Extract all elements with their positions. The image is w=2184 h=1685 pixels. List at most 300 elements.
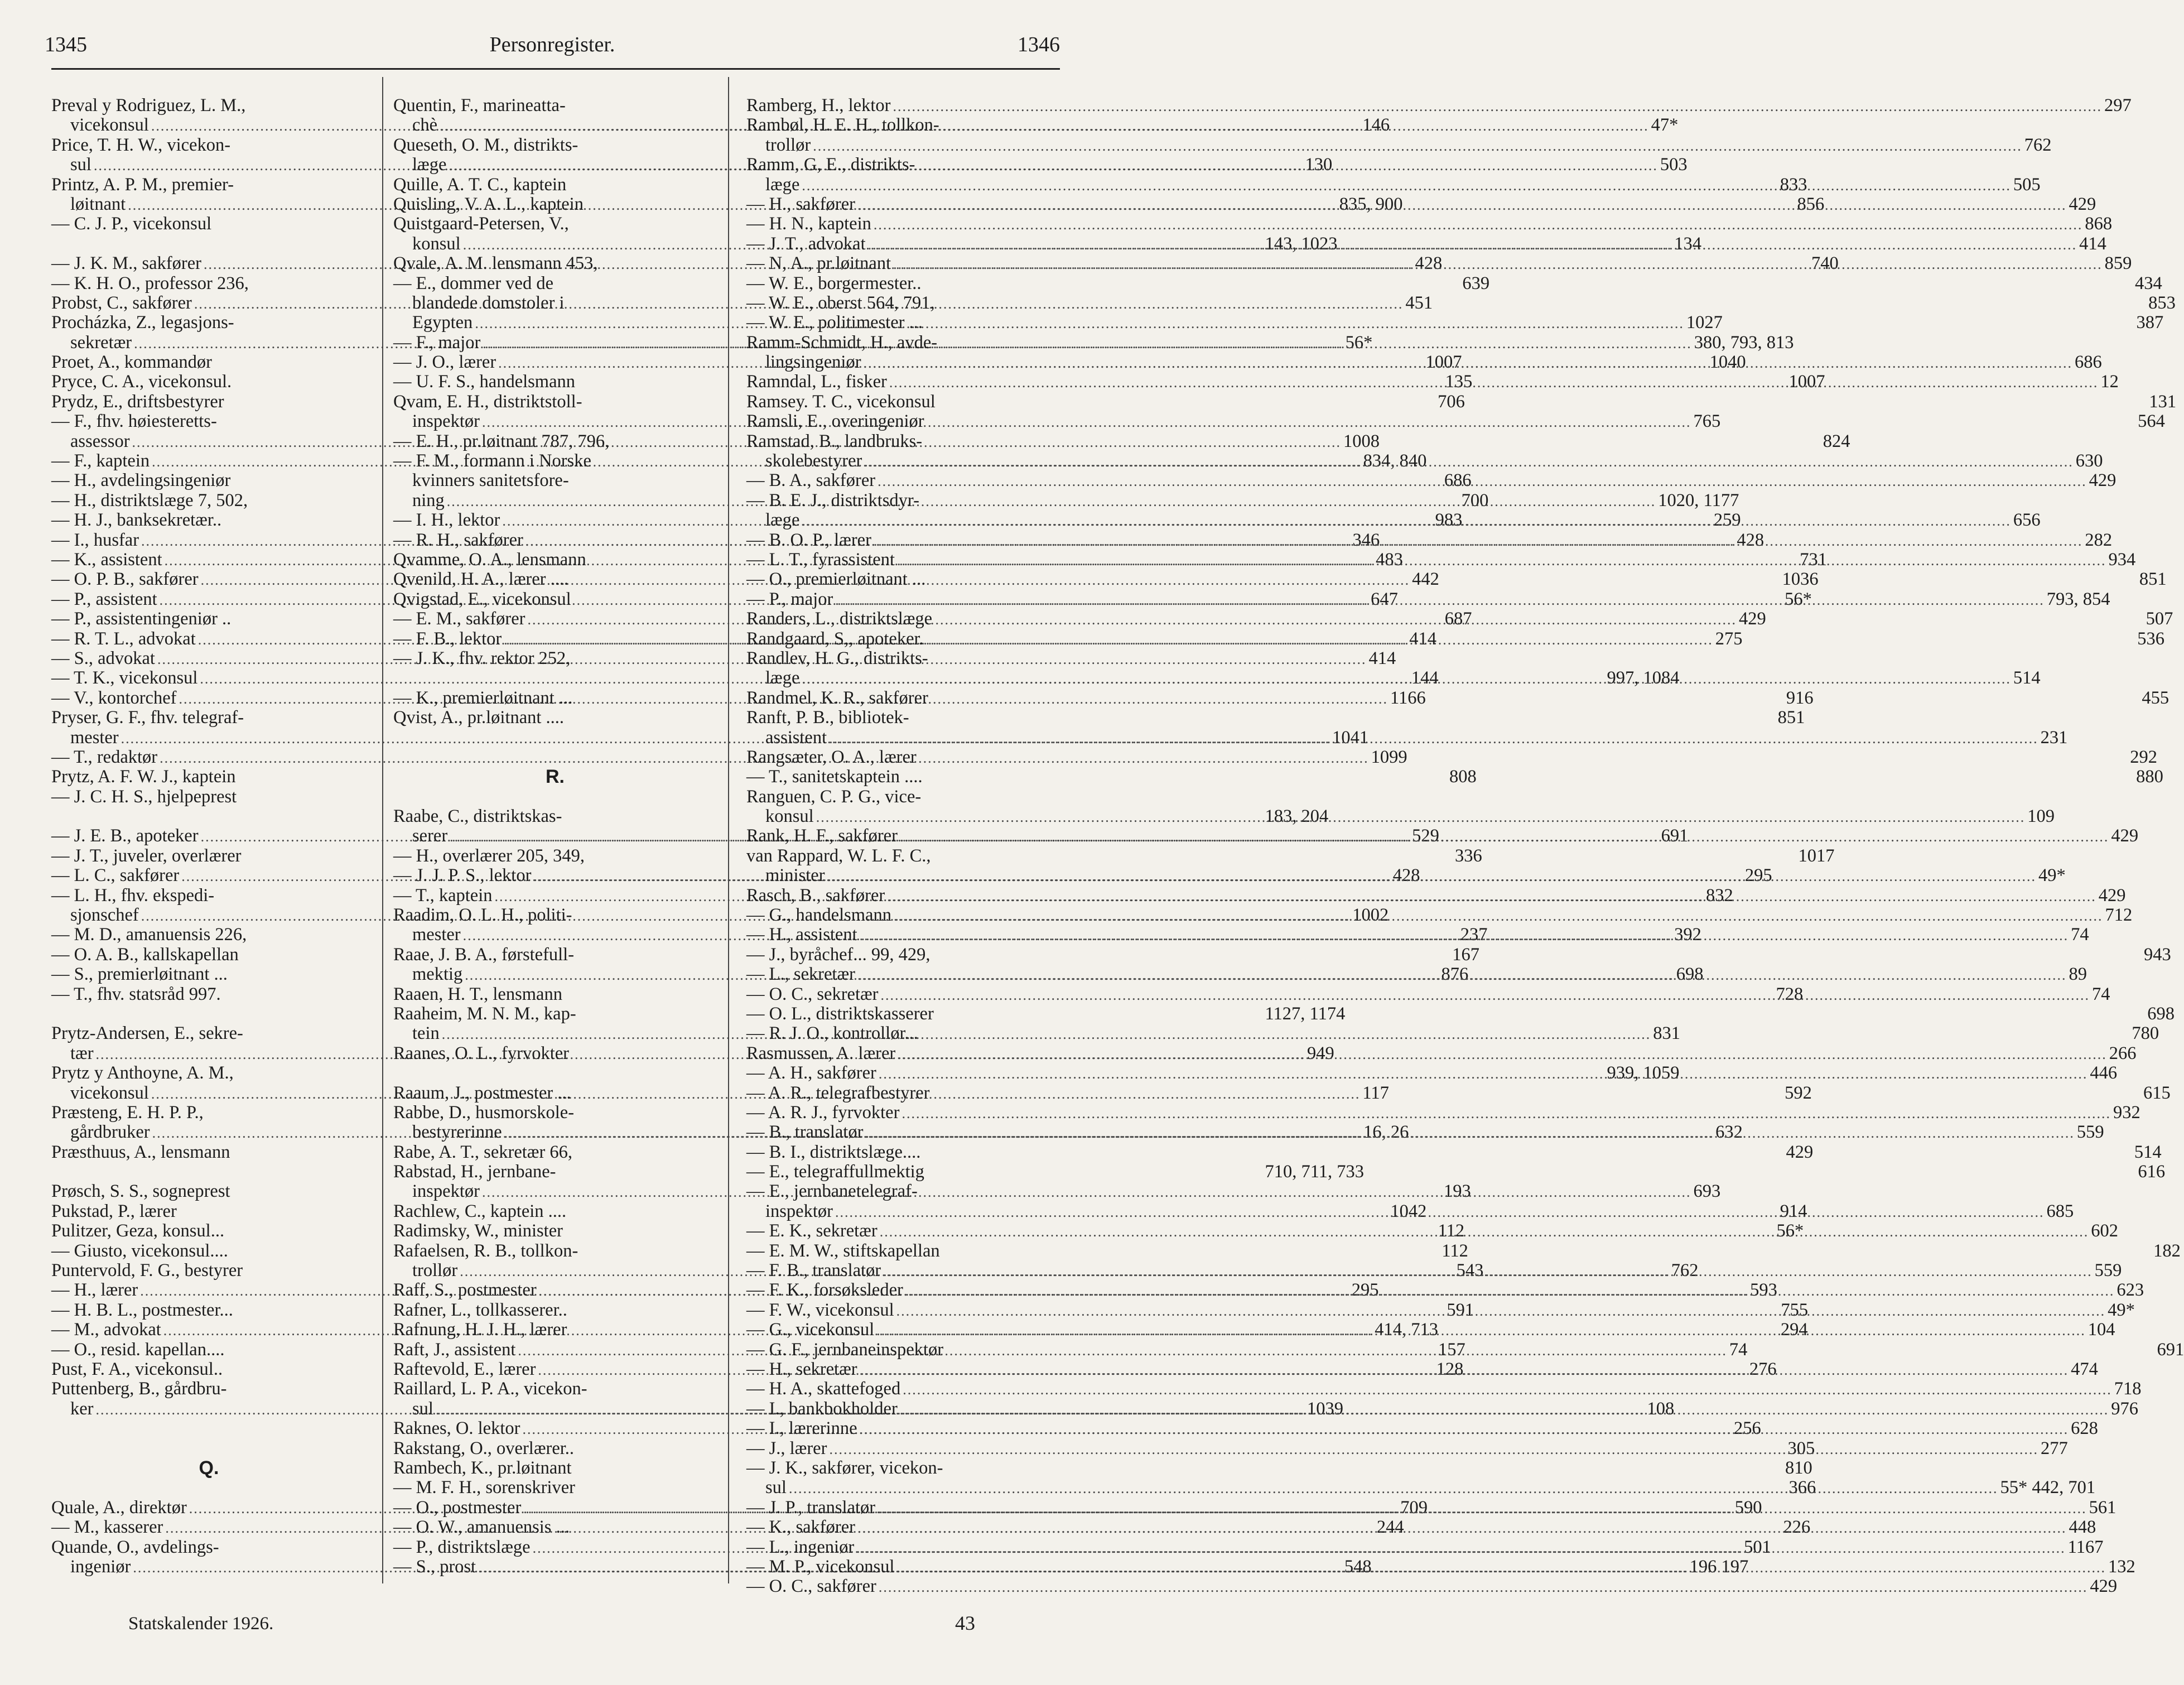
entry-page-refs: 305 — [1787, 1438, 1815, 1458]
leader-dots — [864, 353, 2073, 373]
leader-dots — [857, 195, 2067, 215]
entry-name: — I., lærerinne — [746, 1418, 857, 1439]
entry-page-refs: 943 — [2143, 944, 2171, 965]
entry-page-refs: 104 — [2087, 1320, 2115, 1340]
register-entry — [393, 1044, 717, 1063]
entry-page-refs: 1017 — [1798, 845, 1835, 866]
leader-dots — [897, 550, 2106, 570]
entry-name: Pust, F. A., vicekonsul.. — [51, 1359, 223, 1379]
entry-page-refs: 647 — [1371, 589, 1398, 609]
entry-name: læge — [765, 668, 800, 689]
entry-name: — S., premierløitnant ... — [51, 964, 228, 985]
register-entry — [393, 274, 717, 293]
leader-dots — [857, 1518, 2067, 1538]
leader-dots — [887, 886, 2096, 906]
entry-name: Raaum, J., postmester ... — [393, 1082, 571, 1103]
entry-name: Præsteng, E. H. P. P., — [51, 1102, 204, 1123]
entry-name: — L. H., fhv. ekspedi- — [51, 885, 215, 906]
footer-page-number: 43 — [955, 1612, 975, 1634]
entry-name: Quille, A. T. C., kaptein — [393, 174, 567, 195]
entry-page-refs: 89 — [2069, 964, 2087, 985]
entry-page-refs: 698 — [2147, 1003, 2175, 1024]
entry-page-refs: 691 — [1661, 826, 1689, 846]
entry-name: — T., sanitetskaptein .... — [746, 767, 923, 787]
entry-name: — H. B. L., postmester... — [51, 1299, 233, 1320]
entry-page-refs: 112 — [1438, 1221, 1465, 1241]
entry-page-refs: 762 — [2024, 134, 2052, 155]
entry-name: — A. R. J., fyrvokter — [746, 1102, 900, 1123]
entry-name: Rafaelsen, R. B., tollkon- — [393, 1240, 578, 1261]
entry-name: Prytz-Andersen, E., sekre- — [51, 1023, 243, 1044]
leader-dots — [860, 1360, 2069, 1380]
entry-name: — I., bankbokholder — [746, 1398, 898, 1419]
entry-page-refs: 559 — [2094, 1260, 2122, 1281]
entry-name: — L. T., fyrassistent — [746, 549, 895, 570]
entry-page-refs: 632 — [1715, 1122, 1743, 1143]
entry-page-refs: 685 — [2046, 1201, 2074, 1221]
entry-page-refs: 832 — [1706, 885, 1733, 906]
register-entry — [746, 1576, 2118, 1597]
entry-name: — O. C., sakfører — [746, 1576, 876, 1597]
entry-name: — H., lærer — [51, 1280, 138, 1301]
register-entry — [393, 1241, 717, 1261]
entry-page-refs: 983 — [1435, 510, 1463, 531]
entry-page-refs: 414 — [1409, 628, 1437, 649]
entry-name: sul — [765, 1477, 787, 1498]
section-letter: Q. — [199, 1457, 219, 1479]
blank-line — [51, 1419, 367, 1438]
leader-dots — [835, 590, 2045, 610]
entry-page-refs: 1027 — [1686, 312, 1723, 333]
entry-page-refs: 483 — [1376, 549, 1403, 570]
entry-name: — F., major — [393, 332, 481, 353]
entry-page-refs: 755 — [1781, 1299, 1809, 1320]
entry-page-refs: 182 — [2153, 1240, 2181, 1261]
entry-page-refs: 237 — [1460, 925, 1488, 945]
entry-name: — W. E., oberst 564, 791, — [746, 292, 935, 313]
entry-name: læge — [765, 510, 800, 531]
entry-name: Quande, O., avdelings- — [51, 1537, 219, 1557]
entry-page-refs: 810 — [1785, 1457, 1812, 1478]
entry-page-refs: 282 — [2085, 529, 2113, 550]
entry-name: — M. F. H., sorenskriver — [393, 1477, 575, 1498]
leader-dots — [878, 1498, 2087, 1518]
entry-name: — M. P., vicekonsul — [746, 1556, 895, 1577]
entry-name: Raknes, O. lektor — [393, 1418, 520, 1439]
entry-name: læge — [412, 155, 447, 175]
register-entry — [746, 1458, 1060, 1478]
entry-name: trollør — [765, 134, 811, 155]
entry-name: — N, A., pr.løitnant — [746, 253, 891, 274]
entry-name: Randgaard, S,, apoteker. — [746, 628, 924, 649]
entry-name: Rasmussen, A. lærer — [746, 1043, 896, 1063]
entry-page-refs: 429 — [2090, 1576, 2118, 1597]
leader-dots — [482, 412, 1691, 432]
entry-page-refs: 628 — [2071, 1418, 2098, 1439]
entry-page-refs: 414, 713 — [1375, 1320, 1439, 1340]
entry-page-refs: 700 — [1461, 490, 1489, 511]
entry-page-refs: 1036 — [1782, 569, 1819, 590]
entry-page-refs: 428 — [1392, 865, 1420, 886]
entry-name: — H., sekretær — [746, 1359, 857, 1379]
entry-name: Quistgaard-Petersen, V., — [393, 214, 569, 234]
register-entry — [51, 1024, 367, 1043]
entry-name: mester — [70, 727, 119, 748]
entry-page-refs: 380, 793, 813 — [1694, 332, 1794, 353]
entry-name: — W. E., borgermester.. — [746, 273, 922, 293]
left-page-number: 1345 — [45, 33, 87, 56]
page-title: Personregister. — [489, 33, 615, 56]
entry-page-refs: 592 — [1785, 1082, 1812, 1103]
entry-name: konsul — [765, 806, 814, 827]
entry-name: — F. B., translatør — [746, 1260, 881, 1281]
entry-name: — A. H., sakfører — [746, 1063, 876, 1084]
entry-name: Ramm-Schmidt, H., avde- — [746, 332, 938, 353]
entry-page-refs: 859 — [2104, 253, 2132, 274]
entry-name: Puttenberg, B., gårdbru- — [51, 1379, 227, 1399]
entry-page-refs: 851 — [2139, 569, 2167, 590]
entry-page-refs: 780 — [2132, 1023, 2159, 1044]
entry-page-refs: 686 — [1444, 470, 1472, 491]
entry-name: — L., ingeniør — [746, 1537, 855, 1557]
register-entry — [393, 1162, 717, 1182]
entry-name: ning — [412, 490, 445, 511]
entry-page-refs: 691 — [2157, 1339, 2184, 1360]
entry-page-refs: 548 — [1344, 1556, 1372, 1577]
entry-name: Rambøl, H. E. H., tollkon- — [746, 115, 939, 136]
entry-page-refs: 134 — [1674, 233, 1701, 254]
entry-name: — F. W., vicekonsul — [746, 1299, 894, 1320]
entry-page-refs: 630 — [2075, 451, 2103, 471]
entry-name: — O. A. B., kallskapellan — [51, 944, 239, 965]
blank-line — [393, 728, 717, 748]
entry-name: vicekonsul — [70, 1082, 149, 1103]
entry-name: Ramberg, H., lektor — [746, 95, 891, 115]
entry-name: Rabe, A. T., sekretær 66, — [393, 1142, 573, 1162]
leader-dots — [483, 333, 1692, 353]
leader-dots — [482, 1182, 1691, 1202]
entry-page-refs: 196 197 — [1689, 1556, 1749, 1577]
entry-name: sekretær — [70, 332, 132, 353]
entry-name: — E., telegraffullmektig — [746, 1162, 924, 1182]
entry-name: — F. B., lektor — [393, 628, 502, 649]
leader-dots — [865, 1123, 2075, 1143]
entry-page-refs: 429 — [2089, 470, 2116, 491]
entry-page-refs: 698 — [1676, 964, 1704, 985]
entry-name: — T. K., vicekonsul — [51, 668, 198, 689]
entry-page-refs: 49* — [2038, 865, 2066, 886]
leader-dots — [802, 511, 2011, 531]
entry-name: Ramndal, L., fisker — [746, 372, 887, 392]
entry-page-refs: 56* — [1345, 332, 1373, 353]
entry-name: Præsthuus, A., lensmann — [51, 1142, 230, 1162]
entry-name: Qvigstad, E., vicekonsul — [393, 589, 571, 609]
register-entry — [393, 1379, 717, 1399]
entry-name: sul — [70, 155, 91, 175]
entry-name: — F., fhv. høiesteretts- — [51, 411, 217, 432]
entry-page-refs: 793, 854 — [2046, 589, 2110, 609]
entry-page-refs: 295 — [1351, 1280, 1379, 1301]
entry-name: — B. A., sakfører — [746, 470, 876, 491]
entry-name: Rafnung, H. J. H., lærer — [393, 1320, 567, 1340]
entry-page-refs: 117 — [1362, 1082, 1389, 1103]
entry-page-refs: 514 — [2134, 1142, 2162, 1162]
leader-dots — [905, 1280, 2115, 1301]
entry-name: — J. K., fhv. rektor 252, — [393, 648, 571, 668]
entry-name: bestyrerinne — [412, 1122, 502, 1143]
entry-page-refs: 448 — [2069, 1517, 2096, 1538]
entry-name: Raabe, C., distriktskas- — [393, 806, 562, 827]
register-entry — [51, 1103, 367, 1123]
leader-dots — [864, 451, 2074, 471]
entry-page-refs: 1040 — [1709, 352, 1746, 373]
leader-dots — [889, 372, 2099, 392]
entry-page-refs: 244 — [1376, 1517, 1404, 1538]
entry-page-refs: 56* — [1785, 589, 1812, 609]
leader-dots — [829, 1439, 2038, 1459]
entry-name: Raftevold, E., lærer — [393, 1359, 536, 1379]
entry-page-refs: 429 — [1738, 609, 1766, 629]
entry-name: — E. K., sekretær — [746, 1221, 878, 1241]
entry-name: Randlev, H. G., distrikts- — [746, 648, 928, 668]
register-entry — [746, 787, 1060, 807]
entry-name: Ranguen, C. P. G., vice- — [746, 786, 922, 807]
entry-page-refs: 474 — [2071, 1359, 2098, 1379]
entry-page-refs: 728 — [1776, 984, 1804, 1004]
entry-page-refs: 292 — [2130, 747, 2157, 767]
entry-name: løitnant — [70, 194, 126, 214]
entry-name: assessor — [70, 431, 130, 451]
entry-page-refs: 762 — [1671, 1260, 1699, 1281]
entry-name: sjonschef — [70, 905, 139, 926]
entry-name: — P., assistentingeniør .. — [51, 609, 232, 629]
entry-page-refs: 429 — [2098, 885, 2126, 906]
register-entry — [746, 432, 1060, 451]
leader-dots — [132, 432, 1342, 452]
entry-name: — B. O. P., lærer — [746, 529, 871, 550]
entry-page-refs: 501 — [1744, 1537, 1771, 1557]
entry-page-refs: 366 — [1788, 1477, 1816, 1498]
entry-name: — Giusto, vicekonsul.... — [51, 1240, 228, 1261]
entry-name: Rakstang, O., overlærer.. — [393, 1438, 575, 1458]
entry-name: — P., major — [746, 589, 833, 609]
entry-page-refs: 564 — [2138, 411, 2165, 432]
entry-page-refs: 143, 1023 — [1265, 233, 1338, 254]
entry-name: Proet, A., kommandør — [51, 352, 212, 373]
entry-page-refs: 529 — [1412, 826, 1439, 846]
register-entry — [51, 708, 367, 728]
entry-page-refs: 602 — [2091, 1221, 2118, 1241]
entry-page-refs: 718 — [2114, 1379, 2142, 1399]
entry-name: — H. N., kaptein — [746, 214, 871, 234]
entry-name: minister — [765, 865, 825, 886]
entry-page-refs: 939, 1059 — [1607, 1063, 1680, 1084]
entry-page-refs: 12 — [2100, 372, 2119, 392]
leader-dots — [879, 1577, 2088, 1597]
entry-name: — M., advokat — [51, 1320, 161, 1340]
register-entry — [393, 392, 717, 412]
entry-name: — F. M., formann i Norske — [393, 451, 591, 471]
entry-page-refs: 1127, 1174 — [1265, 1003, 1346, 1024]
entry-page-refs: 231 — [2040, 727, 2068, 748]
entry-name: — F., kaptein — [51, 451, 150, 471]
entry-name: Raanes, O. L., fyrvokter — [393, 1043, 569, 1063]
entry-name: — E. M. W., stiftskapellan — [746, 1240, 940, 1261]
entry-page-refs: 429 — [1786, 1142, 1814, 1162]
entry-name: — G. F., jernbaneinspektør — [746, 1339, 944, 1360]
entry-name: tein — [412, 1023, 440, 1044]
entry-page-refs: 1007 — [1425, 352, 1462, 373]
entry-name: — E. H., pr.løitnant 787, 796, — [393, 431, 610, 451]
entry-name: Ramsli, E., overingeniør — [746, 411, 924, 432]
entry-name: — T., fhv. statsråd 997. — [51, 984, 221, 1004]
leader-dots — [878, 471, 2087, 491]
leader-dots — [900, 826, 2109, 846]
entry-name: Puntervold, F. G., bestyrer — [51, 1260, 243, 1281]
leader-dots — [856, 1538, 2066, 1558]
entry-name: Pukstad, P., lærer — [51, 1201, 177, 1221]
entry-name: — J. J. P. S., lektor — [393, 865, 532, 886]
entry-name: — J., byråchef... 99, 429, — [746, 944, 931, 965]
entry-page-refs: 856 — [1797, 194, 1825, 214]
entry-page-refs: 392 — [1674, 925, 1701, 945]
entry-name: inspektør — [412, 411, 480, 432]
entry-page-refs: 835, 900 — [1339, 194, 1403, 214]
entry-name: inspektør — [765, 1201, 833, 1221]
entry-name: — J. C. H. S., hjelpeprest — [51, 786, 237, 807]
leader-dots — [881, 985, 2090, 1005]
entry-page-refs: 295 — [1744, 865, 1772, 886]
entry-page-refs: 131 — [2149, 391, 2177, 412]
entry-name: Quentin, F., marineatta- — [393, 95, 566, 115]
entry-name: — I. H., lektor — [393, 510, 500, 531]
entry-page-refs: 1167 — [2067, 1537, 2104, 1557]
entry-name: Radimsky, W., minister — [393, 1221, 563, 1241]
entry-name: — H. A., skattefoged — [746, 1379, 901, 1399]
entry-name: — H., assistent — [746, 925, 857, 945]
leader-dots — [896, 1301, 2106, 1321]
entry-name: — O. C., sekretær — [746, 984, 879, 1004]
entry-page-refs: 157 — [1438, 1339, 1465, 1360]
entry-page-refs: 706 — [1438, 391, 1465, 412]
entry-page-refs: 55* 442, 701 — [2000, 1477, 2096, 1498]
entry-name: Qvenild, H. A., lærer .... — [393, 569, 569, 590]
entry-name: mester — [412, 925, 461, 945]
entry-page-refs: 294 — [1780, 1320, 1808, 1340]
entry-page-refs: 135 — [1445, 372, 1473, 392]
entry-page-refs: 686 — [2075, 352, 2102, 373]
leader-dots — [518, 1340, 1727, 1360]
entry-page-refs: 934 — [2108, 549, 2136, 570]
entry-name: — H., distriktslæge 7, 502, — [51, 490, 248, 511]
entry-name: — H., sakfører — [746, 194, 855, 214]
entry-page-refs: 976 — [2111, 1398, 2139, 1419]
entry-name: — K., premierløitnant ... — [393, 687, 573, 708]
leader-dots — [813, 136, 2022, 156]
register-entry — [746, 1182, 1060, 1201]
entry-page-refs: 1042 — [1390, 1201, 1427, 1221]
entry-name: van Rappard, W. L. F. C., — [746, 845, 931, 866]
entry-page-refs: 1166 — [1390, 687, 1426, 708]
leader-dots — [827, 866, 2037, 886]
entry-name: — O. W., amanuensis ... — [393, 1517, 570, 1538]
entry-name: Quisling, V. A. L., kaptein — [393, 194, 584, 214]
entry-name: Qvale, A. M. lensmann 453, — [393, 253, 598, 274]
entry-page-refs: 503 — [1660, 155, 1688, 175]
entry-name: Ranft, P. B., bibliotek- — [746, 707, 909, 728]
entry-name: Rabbe, D., husmorskole- — [393, 1102, 575, 1123]
entry-name: — M., kasserer — [51, 1517, 163, 1538]
entry-page-refs: 1007 — [1788, 372, 1825, 392]
entry-name: — E. M., sakfører — [393, 609, 525, 629]
register-entry — [746, 1102, 2140, 1123]
entry-name: assistent — [765, 727, 827, 748]
register-entry — [51, 886, 367, 906]
register-entry — [51, 96, 367, 115]
entry-page-refs: 193 — [1444, 1181, 1471, 1202]
entry-page-refs: 505 — [2013, 174, 2041, 195]
register-entry — [746, 708, 1060, 728]
entry-name: Procházka, Z., legasjons- — [51, 312, 234, 333]
register-entry — [746, 214, 2113, 234]
register-entry — [51, 412, 367, 431]
entry-name: tær — [70, 1043, 94, 1063]
entry-page-refs: 693 — [1693, 1181, 1721, 1202]
entry-name: — J. K., sakfører, vicekon- — [746, 1457, 943, 1478]
entry-name: Rafner, L., tollkasserer.. — [393, 1299, 567, 1320]
register-entry — [393, 451, 717, 471]
leader-dots — [860, 1419, 2069, 1439]
entry-name: konsul — [412, 233, 461, 254]
entry-page-refs: 112 — [1441, 1240, 1468, 1261]
register-entry — [393, 945, 717, 965]
register-entry — [51, 985, 367, 1004]
entry-name: ingeniør — [70, 1556, 131, 1577]
entry-name: — P., assistent — [51, 589, 157, 609]
entry-name: — E., dommer ved de — [393, 273, 554, 293]
register-entry — [51, 1143, 367, 1162]
register-entry — [393, 649, 717, 668]
entry-name: — A. R., telegrafbestyrer — [746, 1082, 930, 1103]
entry-name: — W. E., politimester ... — [746, 312, 923, 333]
entry-page-refs: 130 — [1305, 155, 1333, 175]
entry-page-refs: 74 — [1729, 1339, 1748, 1360]
entry-page-refs: 639 — [1462, 273, 1490, 293]
leader-dots — [874, 531, 2083, 551]
entry-name: Quale, A., direktør — [51, 1497, 187, 1518]
entry-page-refs: 808 — [1449, 767, 1477, 787]
register-entry — [393, 1004, 717, 1024]
leader-dots — [883, 1261, 2093, 1281]
entry-name: Qvamme, O. A., lensmann — [393, 549, 586, 570]
entry-name: — J., lærer — [746, 1438, 827, 1458]
header-rule — [51, 68, 1060, 70]
register-entry — [746, 95, 2132, 115]
entry-page-refs: 731 — [1800, 549, 1827, 570]
entry-page-refs: 1008 — [1343, 431, 1380, 451]
register-entry — [746, 115, 1060, 135]
register-entry — [51, 1538, 367, 1557]
entry-page-refs: 226 — [1783, 1517, 1811, 1538]
register-entry — [51, 787, 367, 807]
entry-name: — C. J. P., vicekonsul — [51, 214, 212, 234]
entry-page-refs: 932 — [2113, 1102, 2140, 1123]
entry-page-refs: 514 — [2013, 668, 2041, 689]
entry-page-refs: 559 — [2076, 1122, 2104, 1143]
entry-page-refs: 259 — [1713, 510, 1741, 531]
register-entry — [393, 136, 717, 155]
leader-dots — [894, 906, 2103, 926]
